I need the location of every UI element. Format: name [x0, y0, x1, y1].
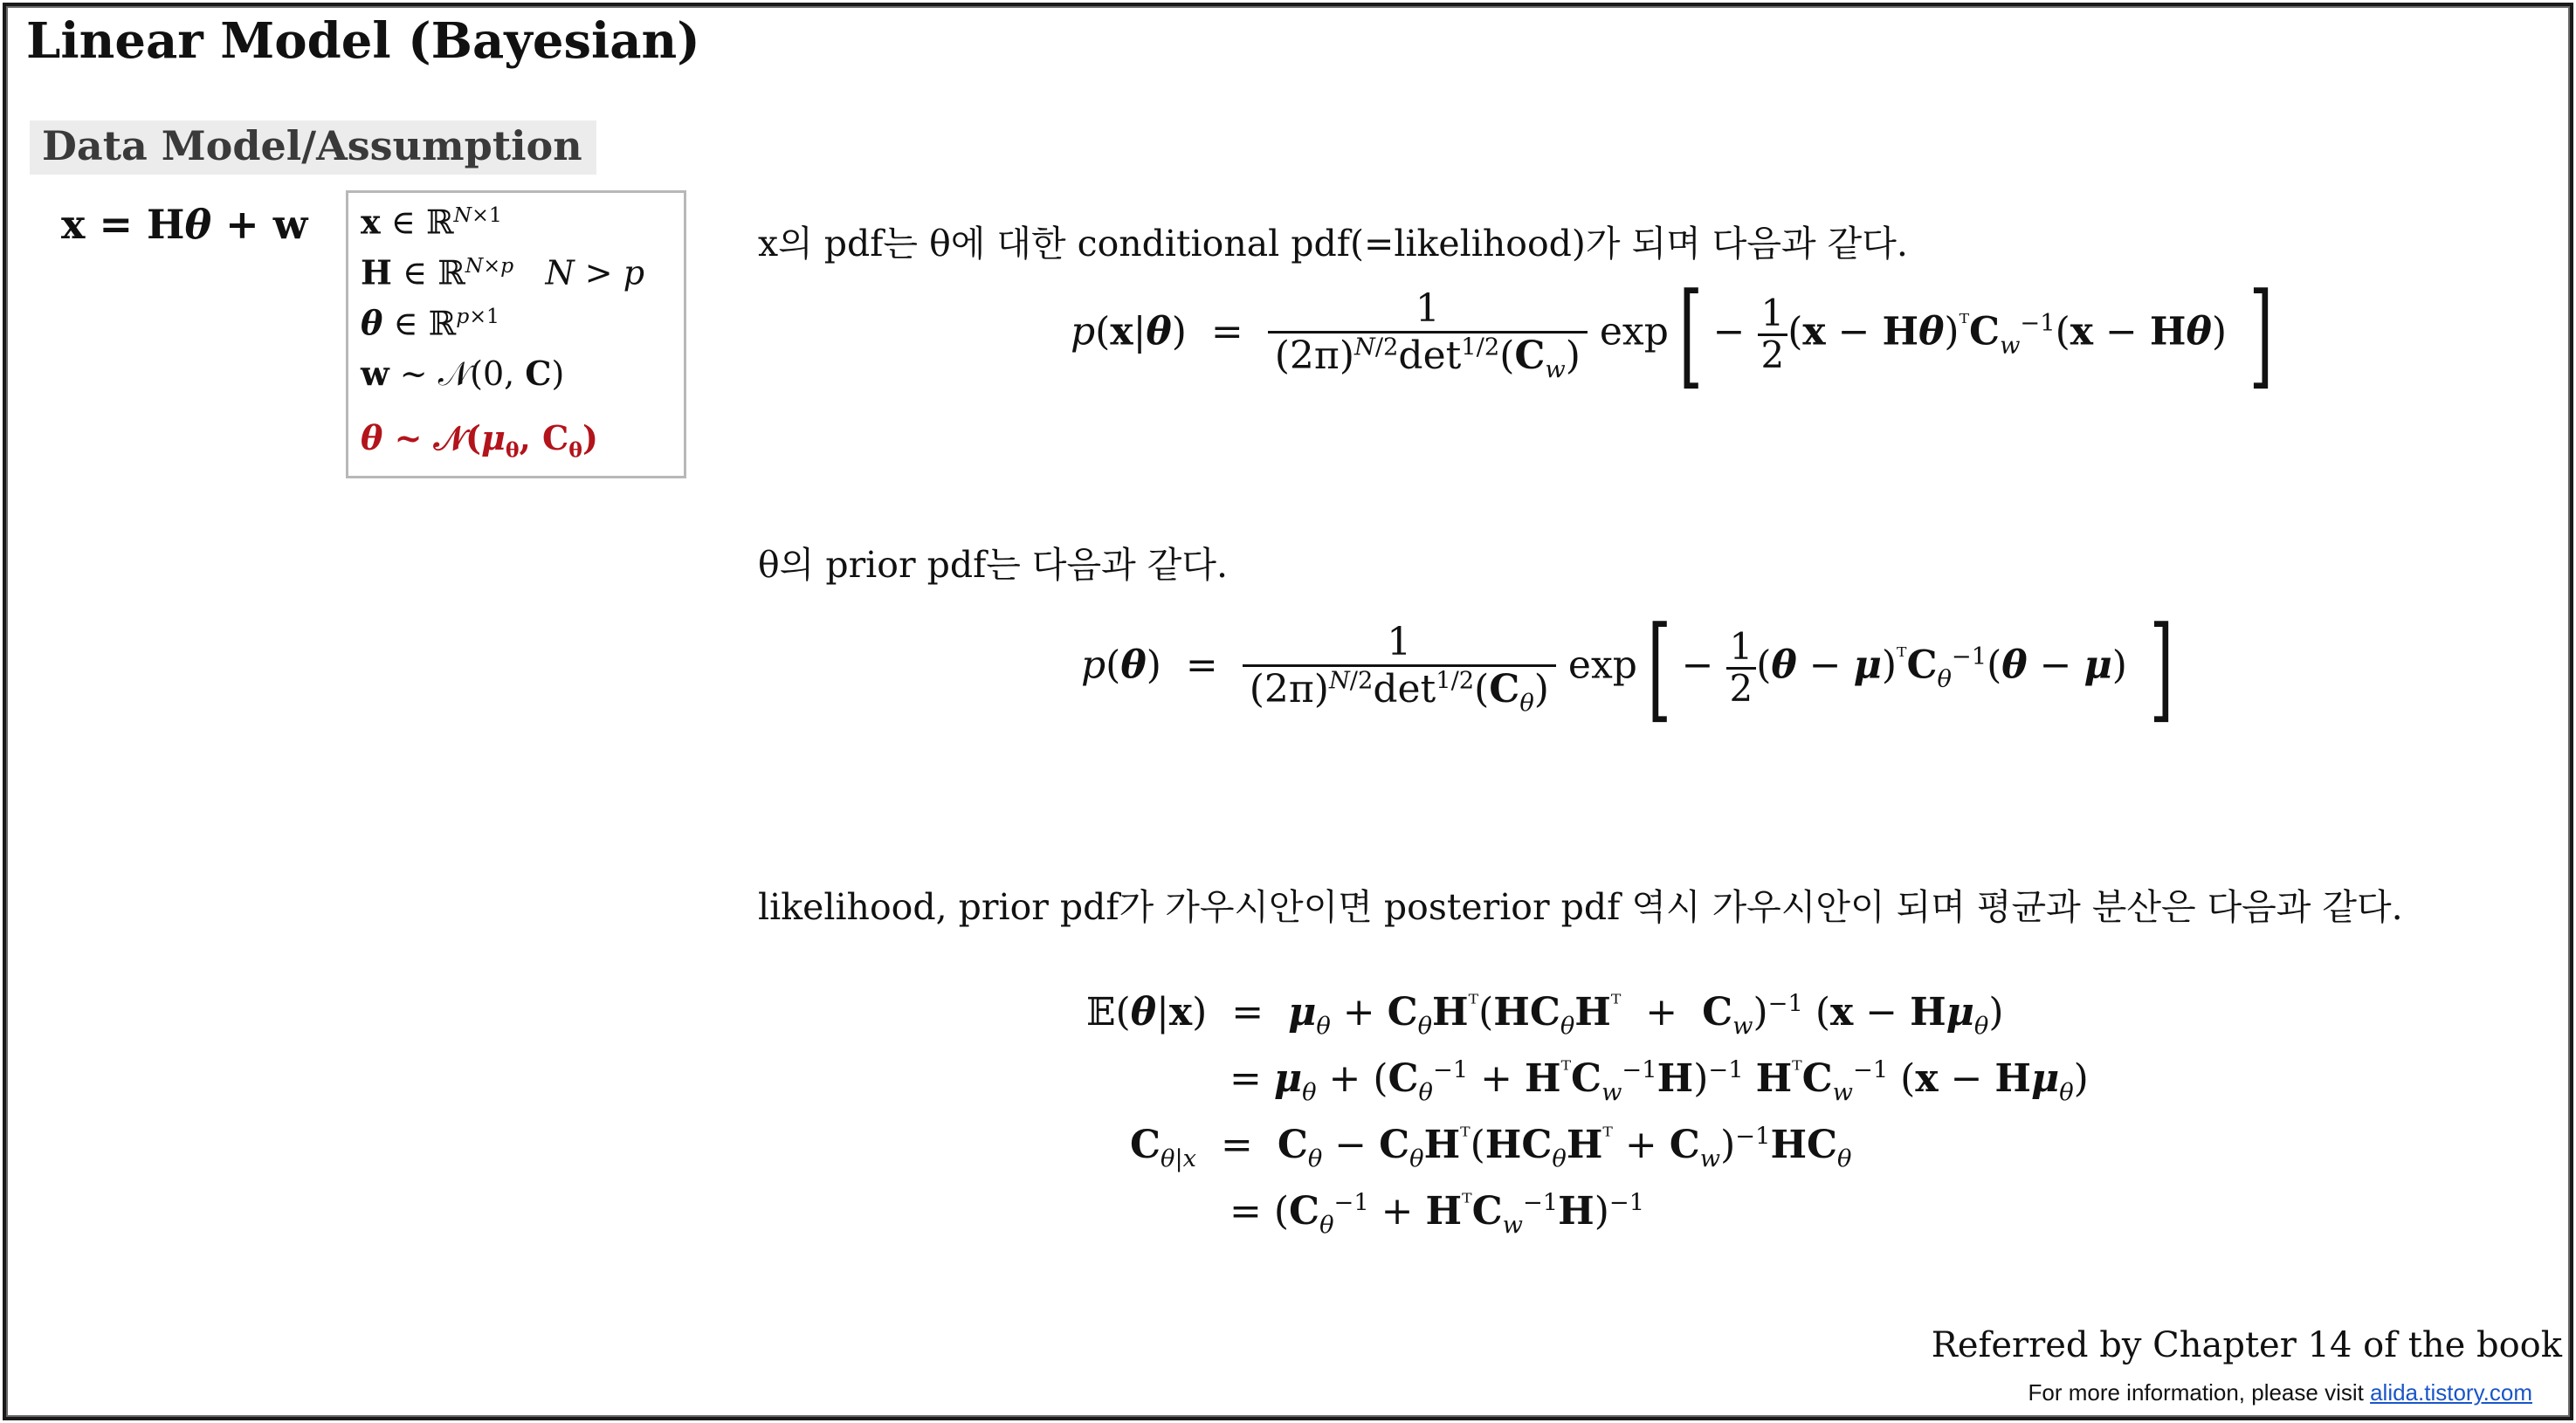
likelihood-text: x의 pdf는 θ에 대한 conditional pdf(=likelihood)가 되며 다음과 같다.: [758, 223, 1908, 265]
posterior-cov-row-2: = $(C_\theta^{-1} + H^ᵀC_w^{-1}H)^{-1}$: [1229, 1189, 1645, 1239]
posterior-mean-row-1: 𝔼(θ|x) = $\mu_\theta + C_\theta H^ᵀ(HC_\theta H^ᵀ + C_w)^{-1}$ $(x - H\mu_\theta)$: [1086, 990, 2004, 1040]
footer-info: [2028, 1379, 2532, 1406]
assumption-prior: θ ~ $𝒩(\mu_\theta$, $C_\theta$): [361, 418, 598, 463]
prior-equation: p(θ) = $\frac{1}{(2\pi)^{N/2}\det^{1/2}(C_\theta)}$ exp[ − $\frac{1}{2}$ $(\theta - \mu)^ᵀC_\theta^{-1}(\theta - \mu)$ ]: [1081, 602, 2174, 734]
assumption-h-dim: H ∈ ℝ$^{N\times p}$ N > p: [361, 252, 645, 292]
section-header: Data Model/Assumption: [30, 120, 596, 175]
assumption-x-dim: x ∈ ℝ$^{N\times 1}$: [361, 202, 502, 242]
posterior-cov-row-1: $C_{\theta|x} = C_\theta - C_\theta H^ᵀ(HC_\theta H^ᵀ + C_w)^{-1}HC_\theta$: [1130, 1123, 1852, 1172]
posterior-text: likelihood, prior pdf가 가우시안이면 posterior pdf 역시 가우시안이 되며 평균과 분산은 다음과 같다.: [758, 886, 2403, 928]
footer-reference: Referred by Chapter 14 of the book: [1931, 1325, 2562, 1365]
assumption-theta-dim: θ ∈ ℝ$^{p\times 1}$: [361, 303, 500, 343]
footer-link[interactable]: alida.tistory.com: [2370, 1379, 2532, 1406]
likelihood-equation: p(x|θ) = $\frac{1}{(2\pi)^{N/2}\det^{1/2}(C_w)}$ exp[ − $\frac{1}{2}$ $(x - H\theta)^ᵀC_w^{-1}(x - H\theta)$ ]: [1071, 268, 2274, 401]
assumption-noise: w ~ 𝒩(0, C): [361, 354, 565, 393]
page-title: Linear Model (Bayesian): [26, 12, 700, 70]
prior-text: θ의 prior pdf는 다음과 같다.: [758, 544, 1228, 586]
footer-info-prefix: For more information, please visit: [2028, 1379, 2371, 1406]
data-model-equation: x = Hθ + w: [61, 201, 308, 248]
assumption-box: [346, 190, 686, 478]
posterior-mean-row-2: = $\mu_\theta + (C_\theta^{-1} + H^ᵀC_w^{-1}H)^{-1}$ $H^ᵀC_w^{-1}$ $(x - H\mu_\theta)$: [1229, 1056, 2089, 1106]
